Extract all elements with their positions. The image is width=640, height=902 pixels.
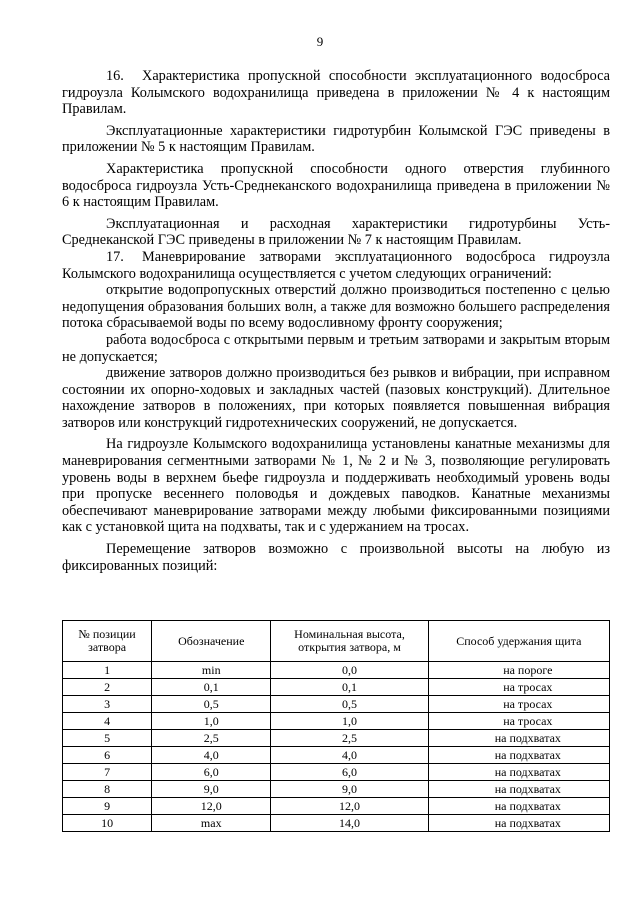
cell-holding: на подхватах: [428, 747, 609, 764]
paragraph-restriction-opening: [62, 282, 610, 332]
cell-height: 2,5: [271, 730, 428, 747]
paragraph-turbine-ust-srednekan: [62, 216, 610, 249]
paragraph-17: [62, 249, 610, 282]
cell-holding: на подхватах: [428, 781, 609, 798]
table-row: [63, 764, 610, 781]
table-row: [63, 798, 610, 815]
paragraph-number: 17.: [106, 248, 124, 265]
table-row: [63, 696, 610, 713]
cell-height: 1,0: [271, 713, 428, 730]
cell-height: 0,5: [271, 696, 428, 713]
cell-holding: на подхватах: [428, 730, 609, 747]
cell-position: 2: [63, 679, 152, 696]
cell-designation: 2,5: [152, 730, 271, 747]
cell-designation: 4,0: [152, 747, 271, 764]
cell-holding: на подхватах: [428, 798, 609, 815]
cell-position: 10: [63, 815, 152, 832]
table-row: [63, 679, 610, 696]
cell-designation: 6,0: [152, 764, 271, 781]
cell-designation: 0,5: [152, 696, 271, 713]
document-body: [62, 68, 610, 574]
cell-designation: min: [152, 662, 271, 679]
header-position-number: № позиции затвора: [63, 621, 152, 662]
cell-position: 4: [63, 713, 152, 730]
paragraph-text: Характеристика пропускной способности одного отверстия глубинного водосброса гидроузла Усть-Среднеканского водохранилища приведена в приложении № 6 к настоящим Правилам.: [62, 160, 610, 211]
cell-designation: 9,0: [152, 781, 271, 798]
paragraph-number: 16.: [106, 68, 124, 84]
gate-positions-table: [62, 620, 610, 832]
paragraph-text: Маневрирование затворами эксплуатационного водосброса гидроузла Колымского водохранилища осуществляется с учетом следующих ограничений:: [62, 248, 610, 282]
cell-height: 0,1: [271, 679, 428, 696]
paragraph-deep-spillway: [62, 161, 610, 211]
cell-designation: 0,1: [152, 679, 271, 696]
cell-height: 14,0: [271, 815, 428, 832]
cell-height: 0,0: [271, 662, 428, 679]
table-row: [63, 781, 610, 798]
cell-position: 9: [63, 798, 152, 815]
cell-height: 12,0: [271, 798, 428, 815]
cell-position: 7: [63, 764, 152, 781]
table-row: [63, 747, 610, 764]
cell-holding: на тросах: [428, 679, 609, 696]
cell-holding: на тросах: [428, 696, 609, 713]
cell-holding: на тросах: [428, 713, 609, 730]
paragraph-text: работа водосброса с открытыми первым и третьим затворами и закрытым вторым не допускается;: [62, 331, 610, 365]
header-nominal-height: Номинальная высота, открытия затвора, м: [271, 621, 428, 662]
paragraph-16: [62, 68, 610, 118]
paragraph-turbines-kolyma: [62, 123, 610, 156]
cell-position: 1: [63, 662, 152, 679]
table-row: [63, 815, 610, 832]
cell-position: 8: [63, 781, 152, 798]
cell-height: 9,0: [271, 781, 428, 798]
cell-designation: 12,0: [152, 798, 271, 815]
paragraph-gate-movement: [62, 541, 610, 574]
paragraph-text: Эксплуатационная и расходная характеристики гидротурбины Усть-Среднеканской ГЭС приведены в приложении № 7 к настоящим Правилам.: [62, 215, 610, 249]
table-row: [63, 730, 610, 747]
cell-position: 6: [63, 747, 152, 764]
header-holding-method: Способ удержания щита: [428, 621, 609, 662]
cell-position: 5: [63, 730, 152, 747]
paragraph-cable-mechanisms: [62, 436, 610, 536]
paragraph-text: Перемещение затворов возможно с произвольной высоты на любую из фиксированных позиций:: [62, 541, 610, 574]
cell-holding: на подхватах: [428, 815, 609, 832]
paragraph-restriction-movement: [62, 365, 610, 431]
paragraph-text: открытие водопропускных отверстий должно производиться постепенно с целью недопущения образования больших волн, а также для возможно большего распределения потока сбрасываемой воды по всему водосливному фронту сооружения;: [62, 282, 610, 332]
paragraph-text: Характеристика пропускной способности эксплуатационного водосброса гидроузла Колымского водохранилища приведена в приложении № 4 к настоящим Правилам.: [62, 68, 610, 118]
paragraph-text: На гидроузле Колымского водохранилища установлены канатные механизмы для маневрирования сегментными затворами № 1, № 2 и № 3, позволяющие регулировать уровень воды в верхнем бьефе гидроузла и поддерживать необходимый уровень воды при пропуске весеннего половодья и дождевых паводков. Канатные механизмы обеспечивают маневрирование затворами между любыми фиксированными позициями как с установкой щита на подхваты, так и с удержанием на тросах.: [62, 436, 610, 536]
table-row: [63, 662, 610, 679]
cell-designation: max: [152, 815, 271, 832]
cell-designation: 1,0: [152, 713, 271, 730]
cell-height: 4,0: [271, 747, 428, 764]
table-header-row: [63, 621, 610, 662]
cell-holding: на пороге: [428, 662, 609, 679]
paragraph-restriction-gates: [62, 332, 610, 365]
page-number: 9: [316, 34, 324, 49]
table-row: [63, 713, 610, 730]
cell-height: 6,0: [271, 764, 428, 781]
cell-holding: на подхватах: [428, 764, 609, 781]
paragraph-text: Эксплуатационные характеристики гидротурбин Колымской ГЭС приведены в приложении № 5 к настоящим Правилам.: [62, 122, 610, 156]
paragraph-text: движение затворов должно производиться без рывков и вибрации, при исправном состоянии их опорно-ходовых и закладных частей (пазовых конструкций). Длительное нахождение затворов в положениях, при которых появляется повышенная вибрация затворов или конструкций гидротехнических сооружений, не допускается.: [62, 365, 610, 431]
cell-position: 3: [63, 696, 152, 713]
header-designation: Обозначение: [152, 621, 271, 662]
